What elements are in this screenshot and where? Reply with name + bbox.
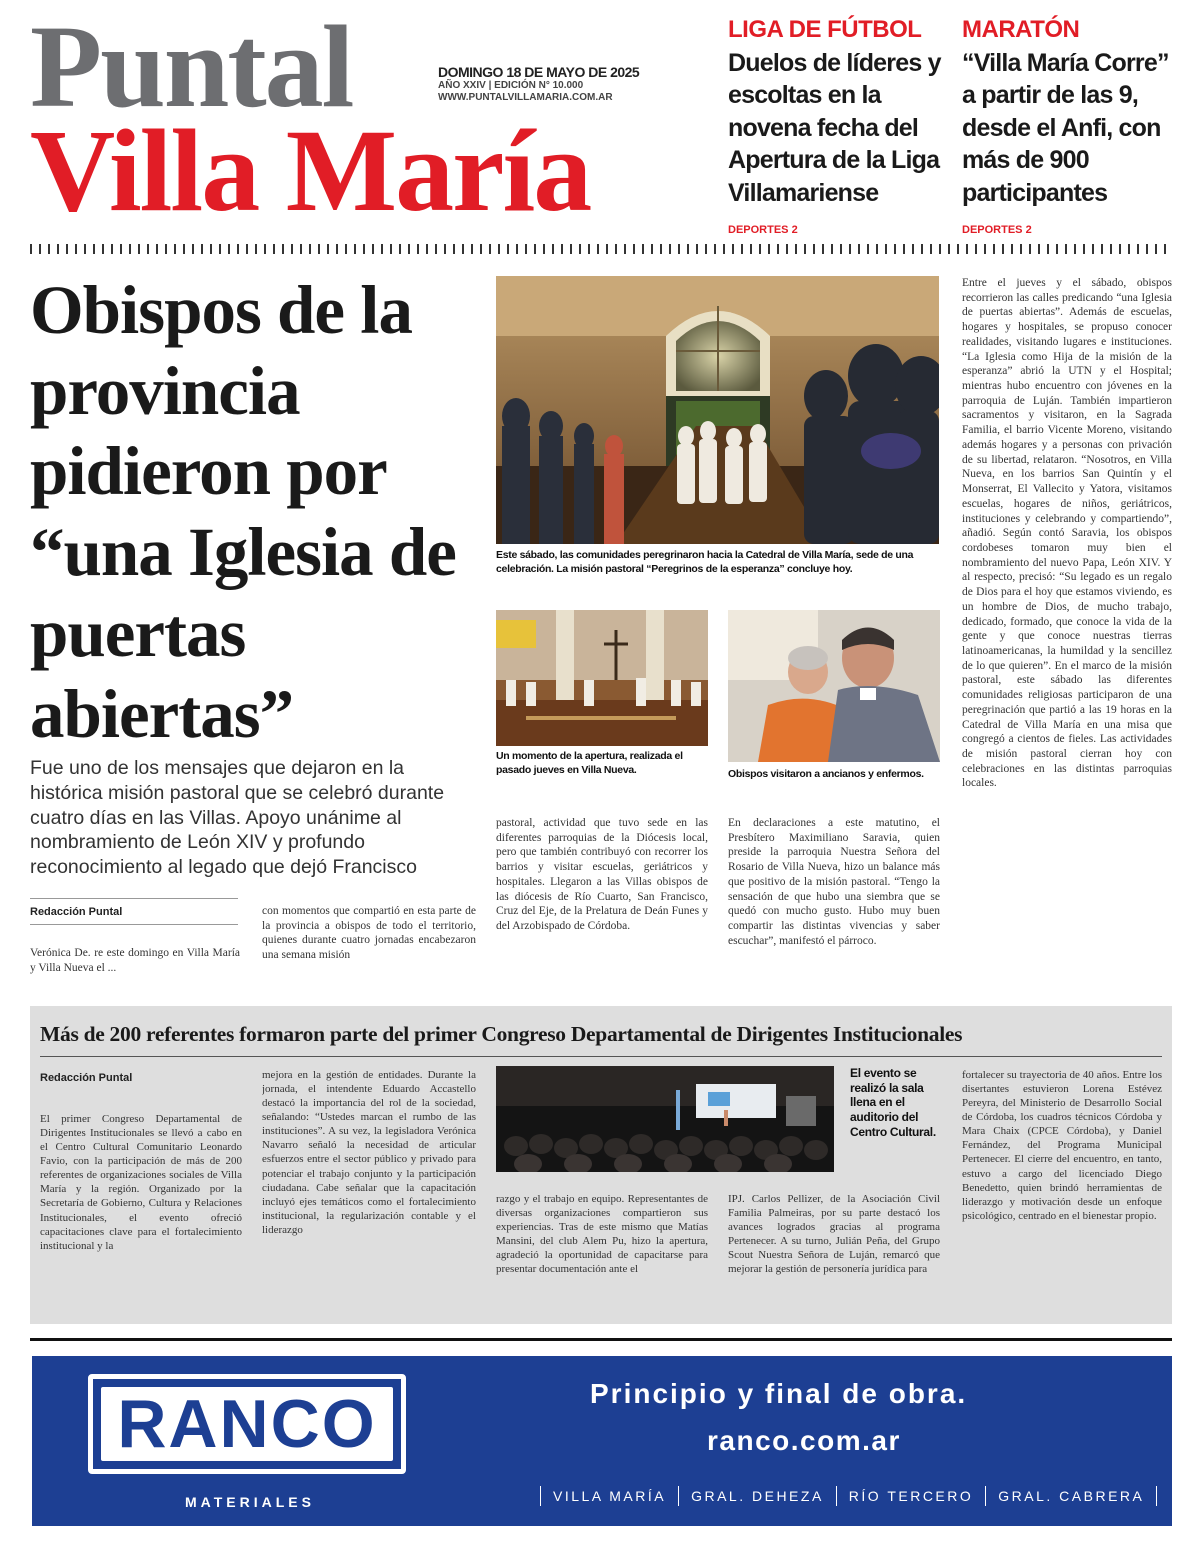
photo-cathedral-procession bbox=[496, 276, 939, 544]
photo-altar-opening bbox=[496, 610, 708, 746]
main-byline: Redacción Puntal bbox=[30, 906, 123, 918]
ad-branch: GRAL. CABRERA bbox=[985, 1486, 1157, 1506]
teaser-section: DEPORTES 2 bbox=[962, 224, 1032, 236]
byline-divider bbox=[30, 898, 238, 899]
teaser-headline[interactable]: “Villa María Corre” a partir de las 9, desde el Anfi, con más de 900 participantes bbox=[962, 48, 1169, 207]
main-body-col1: Verónica De. re este domingo en Villa María y Villa Nueva el ... bbox=[30, 947, 240, 974]
byline-divider bbox=[30, 924, 238, 925]
ad-website[interactable]: ranco.com.ar bbox=[707, 1425, 901, 1456]
secondary-headline[interactable]: Más de 200 referentes formaron parte del primer Congreso Departamental de Dirigentes Institucionales bbox=[40, 1022, 963, 1046]
ad-tagline: Principio y final de obra. bbox=[590, 1378, 968, 1409]
ad-branch: VILLA MARÍA bbox=[540, 1486, 678, 1506]
secondary-photo-caption: El evento se realizó la sala llena en el auditorio del Centro Cultural. bbox=[850, 1066, 936, 1139]
main-deck: Fue uno de los mensajes que dejaron en la histórica misión pastoral que se celebró durante cuatro días en las Villas. Apoyo unánime al nombramiento de León XIV y profundo reconocimiento al legado que dejó Francisco bbox=[30, 757, 445, 878]
secondary-byline: Redacción Puntal bbox=[40, 1072, 133, 1084]
secondary-body-col1: El primer Congreso Departamental de Dirigentes Institucionales se llevó a cabo en el Centro Cultural Comunitario Leonardo Favio, con la participación de más de 200 referentes de organizaciones sociales de Villa María y la región. Organizado por la Secretaría de Gobierno, Cultura y Relaciones Institucionales, el evento ofreció capacitaciones clave para el fortalecimiento institucional y la bbox=[40, 1113, 242, 1252]
photo-auditorium-illustration bbox=[496, 1066, 834, 1172]
photo-cathedral-illustration bbox=[496, 276, 939, 544]
secondary-body-col4: IPJ. Carlos Pellizer, de la Asociación Civil Familia Palmeiras, por su parte destacó los avances logrados gracias al programa Pertenecer. A su turno, Julián Peña, del Grupo Scout Nuestra Señora de Luján, remarcó que mejorar la gestión de personería jurídica para bbox=[728, 1193, 940, 1276]
masthead-divider bbox=[30, 244, 1172, 254]
main-body-col2: con momentos que compartió en esta parte de la provincia a obispos de todo el territorio, quienes durante cuatro jornadas encabezaron una semana misión bbox=[262, 905, 476, 962]
secondary-body-col5: fortalecer su trayectoria de 40 años. Entre los disertantes estuvieron Lorena Estévez Pereyra, del Ministerio de Desarrollo Social de Córdoba, los cuadros técnicos Córdoba y Mara Chaix (CPCE Córdoba), y Daniel Fernández, del Programa Municipal Pertenecer. El cierre del encuentro, en tanto, estuvo a cargo del licenciado Diego Benedetto, quien brindó herramientas de liderazgo y motivación desde un enfoque psicológico, centrado en el bienestar propio. bbox=[962, 1069, 1162, 1222]
ranco-logo-subtitle: MATERIALES bbox=[185, 1494, 315, 1510]
ad-branch: RÍO TERCERO bbox=[836, 1486, 985, 1506]
ad-branch: GRAL. DEHEZA bbox=[678, 1486, 836, 1506]
secondary-body-col2: mejora en la gestión de entidades. Durante la jornada, el intendente Eduardo Accastello destacó la importancia del rol de la sociedad, señalando: “Ustedes marcan el rumbo de las instituciones”. A su vez, la legisladora Verónica Navarro señaló la necesidad de articular esfuerzos entre el sector público y privado para potenciar el trabajo conjunto y la participación ciudadana. Cabe señalar que la capacitación incluyó ejes temáticos como el fortalecimiento institucional, la regularización contable y el liderazgo bbox=[262, 1069, 476, 1236]
masthead-title-puntal: Puntal bbox=[30, 1, 353, 132]
edition-number: AÑO XXIV | EDICIÓN N° 10.000 bbox=[438, 80, 584, 92]
main-body-col4: En declaraciones a este matutino, el Presbítero Maximiliano Saravia, quien preside la parroquia Nuestra Señora del Rosario de Villa Nueva, hizo un balance más que positivo de la misión pastoral. “Tengo la sensación de que hubo una siembra que se quedó con mucho gusto. Hubo muy buen compartir las distintas vivencias y saber escuchar”, manifestó el párroco. bbox=[728, 817, 940, 947]
secondary-divider bbox=[40, 1056, 1162, 1057]
main-body-col5: Entre el jueves y el sábado, obispos recorrieron las calles predicando “una Iglesia de puertas abiertas”. Además de escuelas, hogares y hospitales, se propuso conocer realidades, visitando lugares e instituciones. “La Iglesia como Hija de la misión de la esperanza” abrió la UTN y el Hospital; mientras hubo encuentro con jóvenes en la parroquia de Luján. También impartieron sacramentos y visitaron, en la Sagrada Familia, el barrio Vicente Moreno, visitando además hogares y a personas con privación de su libertad, relataron. “Nosotros, en Villa Nueva, en los barrios San Quintín y el Monserrat, El Vallecito y Yatora, visitamos escuelas, hogares de niños, geriátricos, instituciones y celebrando y compartiendo”, añadió. Según contó Saravia, los obispos cordobeses tomaron muy bien el nombramiento del nuevo Papa, León XIV. Y al respecto, precisó: “Su legado es un regalo de Dios para el hoy que estamos viviendo, es un hombre de Dios, de mucho trabajo, dedicado, formado, que conoce la vida de la gente y que conoce nuestras tierras latinoamericanas, la humildad y la sencillez de lo que quieren”. En el marco de la misión pastoral, este sábado las diferentes comunidades religiosas participaron de una peregrinación que partió a las 19 horas en la Catedral de Villa María en una misa que congregó a cientos de fieles. Las actividades de misión pastoral cierran hoy con celebraciones en las distintas parroquias locales. bbox=[962, 277, 1172, 790]
teaser-kicker: MARATÓN bbox=[962, 16, 1080, 43]
edition-website[interactable]: WWW.PUNTALVILLAMARIA.COM.AR bbox=[438, 91, 613, 103]
photo-bishop-illustration bbox=[728, 610, 940, 762]
main-photo-caption: Este sábado, las comunidades peregrinaron hacia la Catedral de Villa María, sede de una celebración. La misión pastoral “Peregrinos de la esperanza” concluye hoy. bbox=[496, 549, 914, 575]
ranco-logo-text: RANCO bbox=[117, 1386, 377, 1462]
ad-divider bbox=[30, 1338, 1172, 1341]
teaser-headline[interactable]: Duelos de líderes y escoltas en la novena fecha del Apertura de la Liga Villamariense bbox=[728, 48, 941, 207]
main-headline[interactable]: Obispos de la provincia pidieron por “una Iglesia de puertas abiertas” bbox=[30, 272, 456, 752]
teaser-liga-futbol[interactable] bbox=[728, 16, 950, 236]
right-photo-caption: Obispos visitaron a ancianos y enfermos. bbox=[728, 768, 924, 780]
secondary-body-col3: razgo y el trabajo en equipo. Representantes de diversas organizaciones compartieron sus experiencias. Tras de este mismo que Matías Mansini, del club Alem Pu, hizo la apertura, agradeció la oportunidad de capacitarse para presentar documentación ante el bbox=[496, 1193, 708, 1276]
edition-date: DOMINGO 18 DE MAYO DE 2025 bbox=[438, 64, 640, 80]
edition-info bbox=[438, 64, 639, 103]
photo-congress-auditorium bbox=[496, 1066, 834, 1172]
ranco-logo bbox=[88, 1374, 406, 1474]
photo-altar-illustration bbox=[496, 610, 708, 746]
ranco-logo-plate bbox=[101, 1387, 393, 1461]
photo-bishop-visit bbox=[728, 610, 940, 762]
ad-branch-list bbox=[540, 1486, 1157, 1506]
masthead-title-city: Villa María bbox=[30, 105, 591, 236]
main-body-col3: pastoral, actividad que tuvo sede en las diferentes parroquias de la Diócesis local, pero que también contribuyó con recorrer los barrios y visitar escuelas, geriátricos y hospitales. Llegaron a las Villas obispos de las diócesis de Río Cuarto, San Francisco, Cruz del Eje, de la Prelatura de Deán Funes y del Arzobispado de Córdoba. bbox=[496, 817, 708, 933]
teaser-section: DEPORTES 2 bbox=[728, 224, 798, 236]
teaser-kicker: LIGA DE FÚTBOL bbox=[728, 16, 922, 43]
teaser-maraton[interactable] bbox=[962, 16, 1176, 236]
left-photo-caption: Un momento de la apertura, realizada el pasado jueves en Villa Nueva. bbox=[496, 750, 683, 776]
